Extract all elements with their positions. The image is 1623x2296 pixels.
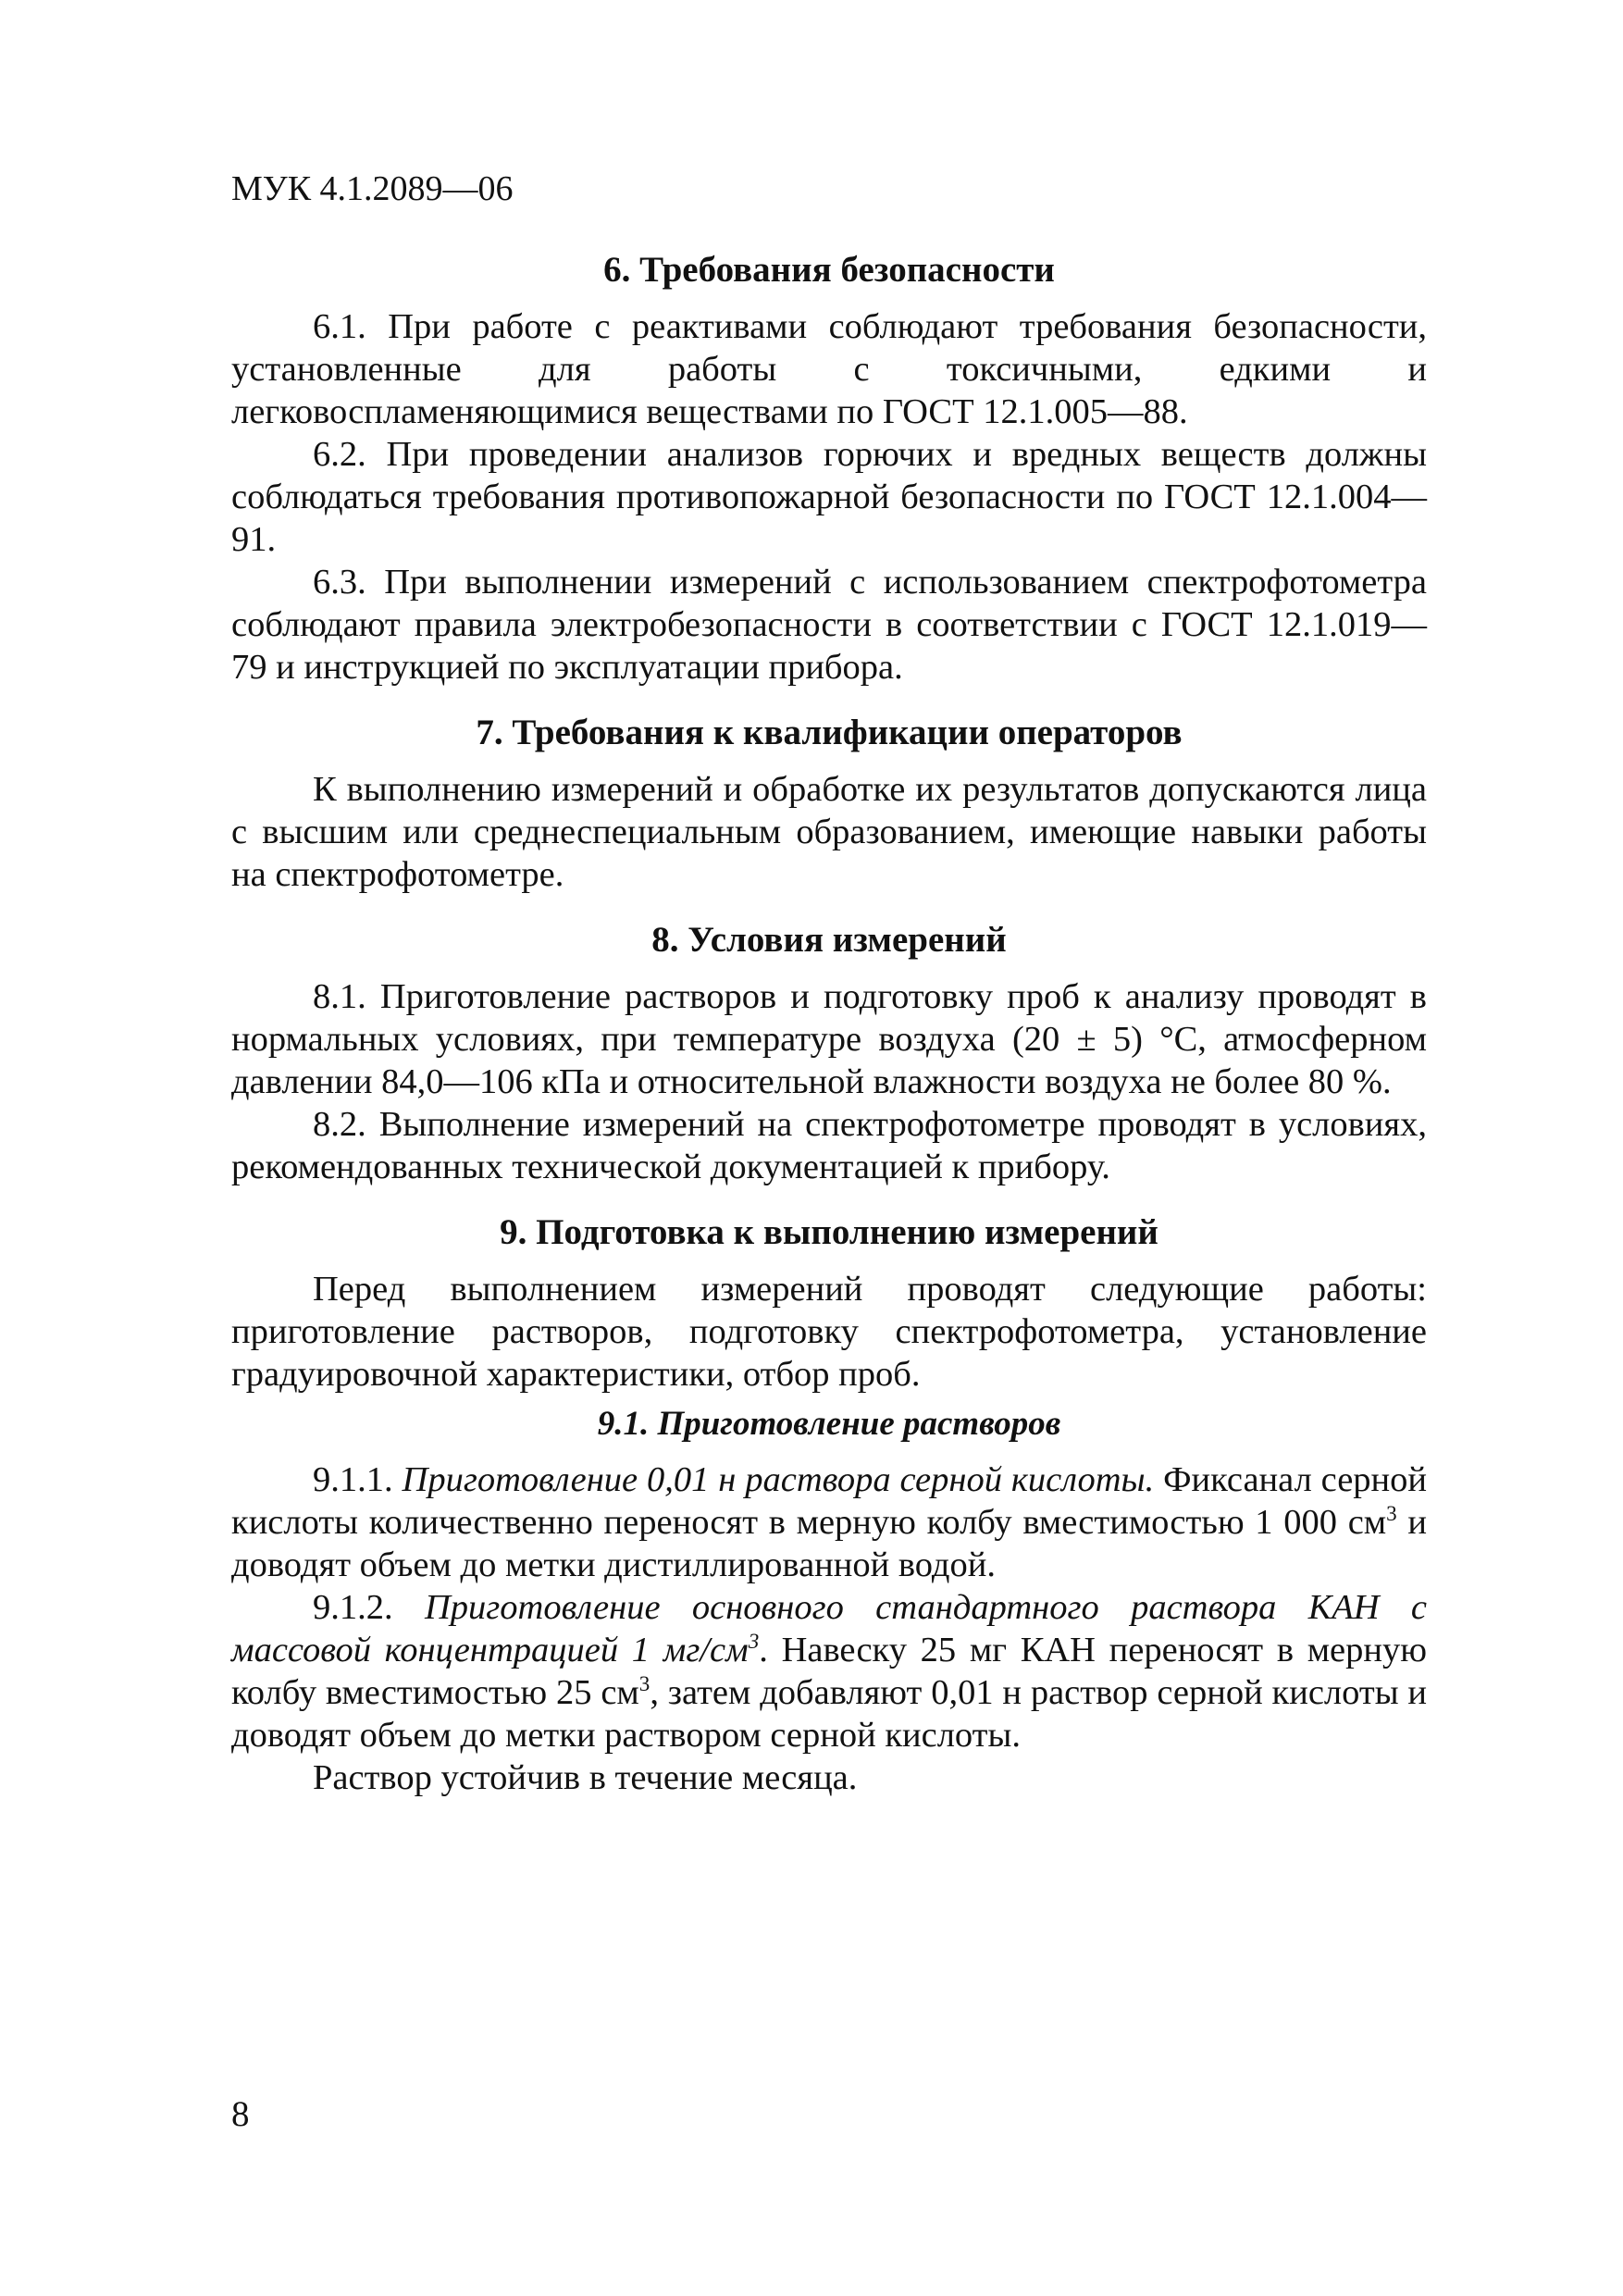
- paragraph-9-1-1: [231, 1458, 1427, 1586]
- paragraph: 8.1. Приготовление растворов и подготовку проб к анализу проводят в нормальных условиях, при температуре воздуха (20 ± 5) °С, атмосферном давлении 84,0—106 кПа и относительной влажности воздуха не более 80 %.: [231, 977, 1427, 1101]
- section-7: [231, 709, 1427, 896]
- paragraph: 6.2. При проведении анализов горючих и вредных веществ должны соблюдаться требования противопожарной безопасности по ГОСТ 12.1.004—91.: [231, 435, 1427, 559]
- clause-title: Приготовление 0,01 н раствора серной кислоты.: [402, 1460, 1155, 1499]
- paragraph: 6.3. При выполнении измерений с использованием спектрофотометра соблюдают правила электробезопасности в соответствии с ГОСТ 12.1.019—79 и инструкцией по эксплуатации прибора.: [231, 563, 1427, 687]
- clause-number: 9.1.1.: [313, 1460, 393, 1499]
- clause-number: 9.1.2.: [313, 1588, 393, 1627]
- paragraph: Раствор устойчив в течение месяца.: [313, 1758, 858, 1797]
- clause-text: Фиксанал серной кислоты количественно переносят в мерную колбу вместимостью 1 000 см: [231, 1460, 1428, 1542]
- section-title: 8. Условия измерений: [651, 920, 1007, 960]
- section-title: 7. Требования к квалификации операторов: [476, 713, 1183, 752]
- paragraph-9-1-2: [231, 1586, 1427, 1756]
- paragraph: К выполнению измерений и обработке их результатов допускаются лица с высшим или среднеспециальным образованием, имеющие навыки работы на спектрофотометре.: [231, 770, 1427, 894]
- paragraph: 8.2. Выполнение измерений на спектрофотометре проводят в условиях, рекомендованных технической документацией к прибору.: [231, 1105, 1427, 1186]
- section-6: [231, 246, 1427, 689]
- clause-title: Приготовление основного стандартного раствора КАН с массовой концентрацией 1 мг/см: [231, 1588, 1428, 1669]
- paragraph: Перед выполнением измерений проводят следующие работы: приготовление растворов, подготовку спектрофотометра, установление градуировочной характеристики, отбор проб.: [231, 1270, 1427, 1394]
- page-number: 8: [231, 2094, 250, 2134]
- superscript: 3: [1386, 1501, 1397, 1526]
- paragraph: 6.1. При работе с реактивами соблюдают требования безопасности, установленные для работы с токсичными, едкими и легковоспламеняющимися веществами по ГОСТ 12.1.005—88.: [231, 307, 1427, 431]
- section-title: 9. Подготовка к выполнению измерений: [500, 1212, 1158, 1252]
- superscript: 3: [748, 1629, 760, 1654]
- clause-text: , затем добавляют 0,01 н раствор серной кислоты и доводят объем до метки раствором серной кислоты.: [231, 1673, 1427, 1755]
- document-code: МУК 4.1.2089—06: [231, 169, 514, 208]
- subsection-title: 9.1. Приготовление растворов: [597, 1405, 1061, 1443]
- document-page: [231, 167, 1427, 1819]
- clause-title-end: .: [759, 1631, 768, 1669]
- section-9: [231, 1209, 1427, 1799]
- superscript: 3: [638, 1671, 650, 1696]
- section-8: [231, 916, 1427, 1188]
- clause-text: и доводят объем до метки дистиллированной водой.: [231, 1503, 1427, 1584]
- clause-text: Навеску 25 мг КАН переносят в мерную колбу вместимостью 25 см: [231, 1631, 1428, 1712]
- section-title: 6. Требования безопасности: [603, 250, 1055, 290]
